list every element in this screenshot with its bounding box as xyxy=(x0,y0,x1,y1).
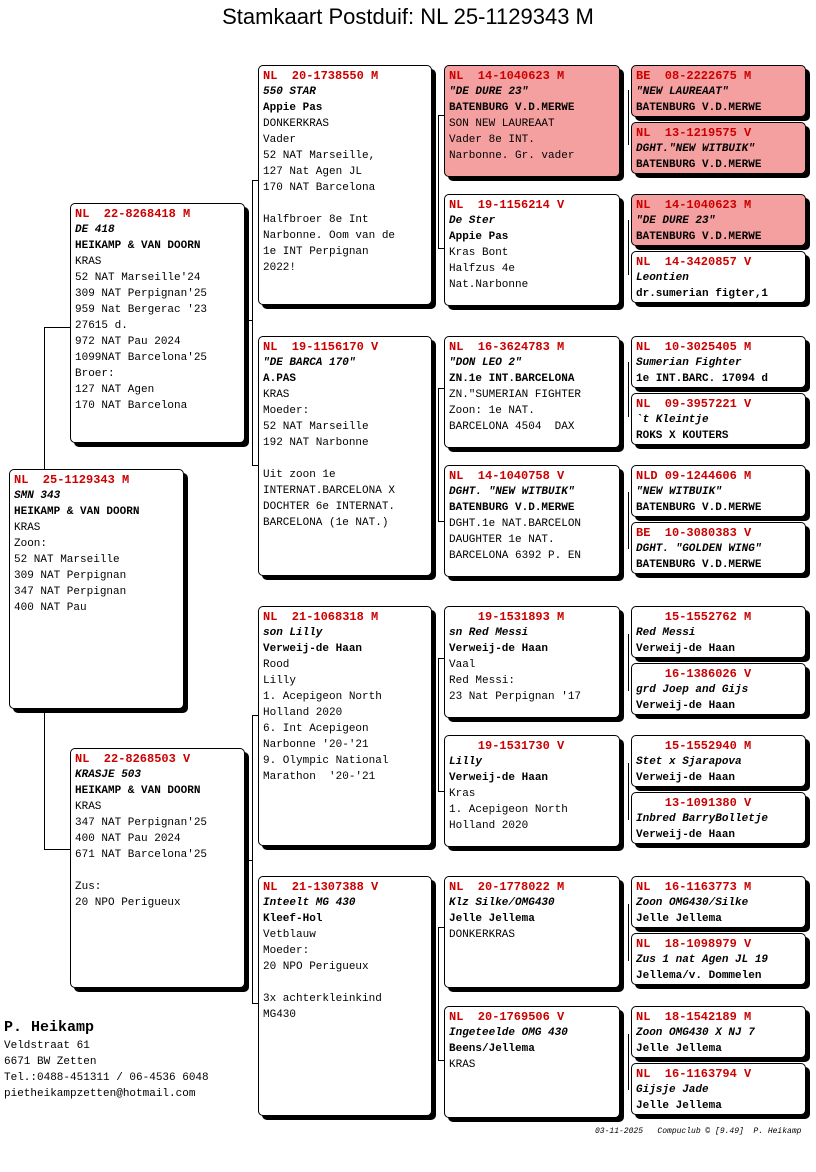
pigeon-card-mmf[interactable] xyxy=(444,876,620,988)
pigeon-name: Ingeteelde OMG 430 xyxy=(449,1027,568,1039)
pigeon-owner: Jelle Jellema xyxy=(636,1100,722,1112)
info-line: Narbonne. Gr. vader xyxy=(449,150,575,162)
info-line: 52 NAT Marseille, xyxy=(263,150,376,162)
ring-number: NL 22-8268503 V xyxy=(75,752,191,766)
ring-number: BE 10-3080383 V xyxy=(636,526,752,540)
info-line: 23 Nat Perpignan '17 xyxy=(449,691,582,703)
info-line: BARCELONA 4504 DAX xyxy=(449,421,575,433)
ring-number: NL 16-1163794 V xyxy=(636,1067,752,1081)
pigeon-owner: Verweij-de Haan xyxy=(449,772,549,784)
connector-line xyxy=(438,115,439,248)
info-line: Vaal xyxy=(449,659,476,671)
pigeon-name: DGHT."NEW WITBUIK" xyxy=(636,143,755,155)
pigeon-owner: ROKS X KOUTERS xyxy=(636,430,729,442)
info-line: DAUGHTER 1e NAT. xyxy=(449,534,555,546)
info-line: 52 NAT Marseille xyxy=(263,421,369,433)
info-line: BARCELONA 6392 P. EN xyxy=(449,550,582,562)
connector-line xyxy=(244,860,252,861)
connector-line xyxy=(628,492,629,549)
ring-number: NL 25-1129343 M xyxy=(14,473,130,487)
pigeon-name: KRASJE 503 xyxy=(75,769,142,781)
connector-line xyxy=(628,634,629,691)
connector-line xyxy=(44,327,45,469)
ring-number: NL 21-1307388 V xyxy=(263,880,379,894)
pigeon-owner: Jelle Jellema xyxy=(449,913,535,925)
pigeon-name: De Ster xyxy=(449,215,496,227)
pigeon-owner: 1e INT.BARC. 17094 d xyxy=(636,373,769,385)
info-line: KRAS xyxy=(75,801,102,813)
pigeon-card-g16[interactable] xyxy=(631,1063,806,1115)
connector-line xyxy=(44,327,70,328)
info-line xyxy=(263,451,427,467)
ring-number: NL 22-8268418 M xyxy=(75,207,191,221)
info-line: 2022! xyxy=(263,262,297,274)
info-line: 309 NAT Perpignan xyxy=(14,570,127,582)
info-line: 1099NAT Barcelona'25 xyxy=(75,352,208,364)
ring-number: NL 10-3025405 M xyxy=(636,340,752,354)
pigeon-card-mother[interactable] xyxy=(70,748,245,988)
pigeon-name: Sumerian Fighter xyxy=(636,357,742,369)
info-line xyxy=(263,196,427,212)
info-line: 192 NAT Narbonne xyxy=(263,437,369,449)
info-line: Vetblauw xyxy=(263,929,316,941)
info-line: Moeder: xyxy=(263,405,310,417)
info-line: Uit zoon 1e xyxy=(263,469,336,481)
info-line: 1. Acepigeon North xyxy=(449,804,568,816)
info-line: 127 NAT Agen xyxy=(75,384,155,396)
ring-number: NL 14-1040623 M xyxy=(449,69,565,83)
info-line: Halfzus 4e xyxy=(449,263,516,275)
info-line: Zoon: 1e NAT. xyxy=(449,405,535,417)
info-line: Moeder: xyxy=(263,945,310,957)
pigeon-card-g4[interactable] xyxy=(631,251,806,303)
info-line: 959 Nat Bergerac '23 xyxy=(75,304,208,316)
ring-number: NL 18-1098979 V xyxy=(636,937,752,951)
pigeon-name: Klz Silke/OMG430 xyxy=(449,897,555,909)
pigeon-owner: Jelle Jellema xyxy=(636,913,722,925)
info-line: 1. Acepigeon North xyxy=(263,691,382,703)
pigeon-name: son Lilly xyxy=(263,627,323,639)
pigeon-name: sn Red Messi xyxy=(449,627,529,639)
info-line: Vader 8e INT. xyxy=(449,134,535,146)
pigeon-card-g14[interactable] xyxy=(631,933,806,985)
footer-credit: 03-11-2025 Compuclub © [9.49] P. Heikamp xyxy=(595,1127,802,1136)
ring-number: NL 21-1068318 M xyxy=(263,610,379,624)
pigeon-card-fmm[interactable] xyxy=(444,465,620,577)
pigeon-name: DE 418 xyxy=(75,224,115,236)
pigeon-card-g7[interactable] xyxy=(631,465,806,517)
info-line: 20 NPO Perigueux xyxy=(75,897,181,909)
info-line: Narbonne. Oom van de xyxy=(263,230,396,242)
pigeon-card-g8[interactable] xyxy=(631,522,806,574)
ring-number: NL 20-1769506 V xyxy=(449,1010,565,1024)
pigeon-card-g2[interactable] xyxy=(631,122,806,174)
ring-number: 19-1531730 V xyxy=(449,739,565,753)
info-line: Halfbroer 8e Int xyxy=(263,214,369,226)
connector-line xyxy=(44,849,70,850)
pigeon-owner: HEIKAMP & VAN DOORN xyxy=(14,506,140,518)
ring-number: NL 20-1778022 M xyxy=(449,880,565,894)
breeder-city: 6671 BW Zetten xyxy=(4,1056,97,1068)
connector-line xyxy=(628,763,629,820)
info-line: DOCHTER 6e INTERNAT. xyxy=(263,501,396,513)
info-line: 347 NAT Perpignan xyxy=(14,586,127,598)
info-line: KRAS xyxy=(14,522,41,534)
info-line: 170 NAT Barcelona xyxy=(75,400,188,412)
pigeon-name: "DE BARCA 170" xyxy=(263,357,356,369)
breeder-phone: Tel.:0488-451311 / 06-4536 6048 xyxy=(4,1072,209,1084)
info-line: Vader xyxy=(263,134,297,146)
pigeon-card-g5[interactable] xyxy=(631,336,806,388)
ring-number: 15-1552940 M xyxy=(636,739,752,753)
info-line: INTERNAT.BARCELONA X xyxy=(263,485,396,497)
pigeon-card-subject[interactable] xyxy=(9,469,184,709)
info-line: Kras Bont xyxy=(449,247,509,259)
pigeon-card-mf[interactable] xyxy=(258,606,432,846)
pigeon-card-g3[interactable] xyxy=(631,194,806,246)
info-line: KRAS xyxy=(263,389,290,401)
pigeon-owner: BATENBURG V.D.MERWE xyxy=(636,559,762,571)
connector-line xyxy=(252,180,253,465)
pigeon-owner: BATENBURG V.D.MERWE xyxy=(636,502,762,514)
pigeon-owner: BATENBURG V.D.MERWE xyxy=(449,502,575,514)
pigeon-name: DGHT. "NEW WITBUIK" xyxy=(449,486,575,498)
pigeon-card-g13[interactable] xyxy=(631,876,806,928)
info-line: 400 NAT Pau xyxy=(14,602,87,614)
ring-number: NL 16-1163773 M xyxy=(636,880,752,894)
pigeon-card-g12[interactable] xyxy=(631,792,806,844)
info-line: Zus: xyxy=(75,881,102,893)
pigeon-owner: Verweij-de Haan xyxy=(636,772,736,784)
pigeon-name: DGHT. "GOLDEN WING" xyxy=(636,543,762,555)
pigeon-name: "NEW LAUREAAT" xyxy=(636,86,729,98)
info-line: 20 NPO Perigueux xyxy=(263,961,369,973)
pigeon-name: Stet x Sjarapova xyxy=(636,756,742,768)
pigeon-name: SMN 343 xyxy=(14,490,61,502)
connector-line xyxy=(628,1034,629,1090)
info-line: 1e INT Perpignan xyxy=(263,246,369,258)
pigeon-card-mm[interactable] xyxy=(258,876,432,1116)
ring-number: 16-1386026 V xyxy=(636,667,752,681)
info-line: DGHT.1e NAT.BARCELON xyxy=(449,518,582,530)
pigeon-card-g6[interactable] xyxy=(631,393,806,445)
info-line xyxy=(263,975,427,991)
connector-line xyxy=(628,220,629,275)
info-line: SON NEW LAUREAAT xyxy=(449,118,555,130)
pigeon-owner: A.PAS xyxy=(263,373,297,385)
info-line: Kras xyxy=(449,788,476,800)
info-line: Holland 2020 xyxy=(449,820,529,832)
info-line: 9. Olympic National xyxy=(263,755,389,767)
pigeon-name: "NEW WITBUIK" xyxy=(636,486,722,498)
pigeon-owner: Appie Pas xyxy=(449,231,509,243)
pigeon-name: grd Joep and Gijs xyxy=(636,684,749,696)
pigeon-name: Red Messi xyxy=(636,627,696,639)
pigeon-card-g15[interactable] xyxy=(631,1006,806,1058)
pigeon-owner: BATENBURG V.D.MERWE xyxy=(449,102,575,114)
pigeon-name: 550 STAR xyxy=(263,86,316,98)
pigeon-card-ffm[interactable] xyxy=(444,194,620,306)
connector-line xyxy=(438,388,439,521)
connector-line xyxy=(628,90,629,145)
info-line: Red Messi: xyxy=(449,675,516,687)
pigeon-owner: HEIKAMP & VAN DOORN xyxy=(75,785,201,797)
connector-line xyxy=(252,715,253,1003)
ring-number: 19-1531893 M xyxy=(449,610,565,624)
info-line xyxy=(75,863,240,879)
breeder-street: Veldstraat 61 xyxy=(4,1040,90,1052)
pigeon-owner: BATENBURG V.D.MERWE xyxy=(636,231,762,243)
info-line: Marathon '20-'21 xyxy=(263,771,376,783)
connector-line xyxy=(628,904,629,961)
pigeon-card-ff[interactable] xyxy=(258,65,432,305)
connector-line xyxy=(44,709,45,849)
pigeon-name: Zoon OMG430/Silke xyxy=(636,897,749,909)
ring-number: NL 14-3420857 V xyxy=(636,255,752,269)
pigeon-owner: Verweij-de Haan xyxy=(263,643,363,655)
pigeon-name: "DE DURE 23" xyxy=(449,86,529,98)
info-line: Holland 2020 xyxy=(263,707,343,719)
connector-line xyxy=(244,320,252,321)
ring-number: 15-1552762 M xyxy=(636,610,752,624)
connector-line xyxy=(438,658,439,791)
info-line: ZN."SUMERIAN FIGHTER xyxy=(449,389,582,401)
ring-number: NL 14-1040758 V xyxy=(449,469,565,483)
info-line: 309 NAT Perpignan'25 xyxy=(75,288,208,300)
pigeon-owner: Verweij-de Haan xyxy=(636,643,736,655)
pigeon-name: Inteelt MG 430 xyxy=(263,897,356,909)
breeder-info xyxy=(4,1018,209,1102)
connector-line xyxy=(628,362,629,417)
info-line: 400 NAT Pau 2024 xyxy=(75,833,181,845)
info-line: 6. Int Acepigeon xyxy=(263,723,369,735)
info-line: Rood xyxy=(263,659,290,671)
pigeon-name: Zoon OMG430 X NJ 7 xyxy=(636,1027,755,1039)
info-line: 52 NAT Marseille xyxy=(14,554,120,566)
info-line: MG430 xyxy=(263,1009,297,1021)
ring-number: NL 19-1156170 V xyxy=(263,340,379,354)
ring-number: NL 09-3957221 V xyxy=(636,397,752,411)
pigeon-owner: Jellema/v. Dommelen xyxy=(636,970,762,982)
info-line: 3x achterkleinkind xyxy=(263,993,382,1005)
pigeon-name: Lilly xyxy=(449,756,483,768)
info-line: Nat.Narbonne xyxy=(449,279,529,291)
info-line: Lilly xyxy=(263,675,297,687)
ring-number: 13-1091380 V xyxy=(636,796,752,810)
ring-number: NL 16-3624783 M xyxy=(449,340,565,354)
pigeon-card-g9[interactable] xyxy=(631,606,806,658)
pigeon-owner: BATENBURG V.D.MERWE xyxy=(636,102,762,114)
info-line: KRAS xyxy=(449,1059,476,1071)
pigeon-owner: Appie Pas xyxy=(263,102,323,114)
pigeon-owner: ZN.1e INT.BARCELONA xyxy=(449,373,575,385)
ring-number: NL 13-1219575 V xyxy=(636,126,752,140)
pigeon-card-mmm[interactable] xyxy=(444,1006,620,1118)
pigeon-card-fm[interactable] xyxy=(258,336,432,576)
info-line: Narbonne '20-'21 xyxy=(263,739,369,751)
info-line: Zoon: xyxy=(14,538,48,550)
pigeon-name: `t Kleintje xyxy=(636,414,709,426)
info-line: 347 NAT Perpignan'25 xyxy=(75,817,208,829)
pigeon-card-fff[interactable] xyxy=(444,65,620,177)
pigeon-name: "DON LEO 2" xyxy=(449,357,522,369)
info-line: DONKERKRAS xyxy=(449,929,516,941)
pigeon-card-g11[interactable] xyxy=(631,735,806,787)
ring-number: NL 20-1738550 M xyxy=(263,69,379,83)
pigeon-name: Inbred BarryBolletje xyxy=(636,813,769,825)
info-line: 671 NAT Barcelona'25 xyxy=(75,849,208,861)
breeder-email: pietheikampzetten@hotmail.com xyxy=(4,1088,196,1100)
connector-line xyxy=(438,927,439,1060)
pigeon-owner: Kleef-Hol xyxy=(263,913,323,925)
info-line: 127 Nat Agen JL xyxy=(263,166,363,178)
pigeon-name: Gijsje Jade xyxy=(636,1084,709,1096)
ring-number: BE 08-2222675 M xyxy=(636,69,752,83)
breeder-name: P. Heikamp xyxy=(4,1019,95,1036)
ring-number: NL 19-1156214 V xyxy=(449,198,565,212)
pigeon-owner: Beens/Jellema xyxy=(449,1043,535,1055)
pigeon-owner: Verweij-de Haan xyxy=(636,700,736,712)
pigeon-card-father[interactable] xyxy=(70,203,245,443)
ring-number: NLD 09-1244606 M xyxy=(636,469,752,483)
info-line: DONKERKRAS xyxy=(263,118,330,130)
pigeon-card-fmf[interactable] xyxy=(444,336,620,448)
info-line: Broer: xyxy=(75,368,115,380)
ring-number: NL 18-1542189 M xyxy=(636,1010,752,1024)
pigeon-card-g1[interactable] xyxy=(631,65,806,117)
pigeon-card-g10[interactable] xyxy=(631,663,806,715)
pigeon-name: Leontien xyxy=(636,272,689,284)
ring-number: NL 14-1040623 M xyxy=(636,198,752,212)
info-line: 170 NAT Barcelona xyxy=(263,182,376,194)
pigeon-owner: HEIKAMP & VAN DOORN xyxy=(75,240,201,252)
info-line: KRAS xyxy=(75,256,102,268)
pigeon-owner: Verweij-de Haan xyxy=(636,829,736,841)
pigeon-owner: dr.sumerian figter,1 xyxy=(636,288,769,300)
info-line: 52 NAT Marseille'24 xyxy=(75,272,201,284)
pigeon-name: "DE DURE 23" xyxy=(636,215,716,227)
info-line: 972 NAT Pau 2024 xyxy=(75,336,181,348)
pigeon-owner: Jelle Jellema xyxy=(636,1043,722,1055)
info-line: BARCELONA (1e NAT.) xyxy=(263,517,389,529)
pigeon-card-mff[interactable] xyxy=(444,606,620,718)
info-line: 27615 d. xyxy=(75,320,128,332)
pigeon-name: Zus 1 nat Agen JL 19 xyxy=(636,954,769,966)
page-title: Stamkaart Postduif: NL 25-1129343 M xyxy=(222,4,594,29)
pigeon-card-mfm[interactable] xyxy=(444,735,620,847)
pigeon-owner: Verweij-de Haan xyxy=(449,643,549,655)
pigeon-owner: BATENBURG V.D.MERWE xyxy=(636,159,762,171)
